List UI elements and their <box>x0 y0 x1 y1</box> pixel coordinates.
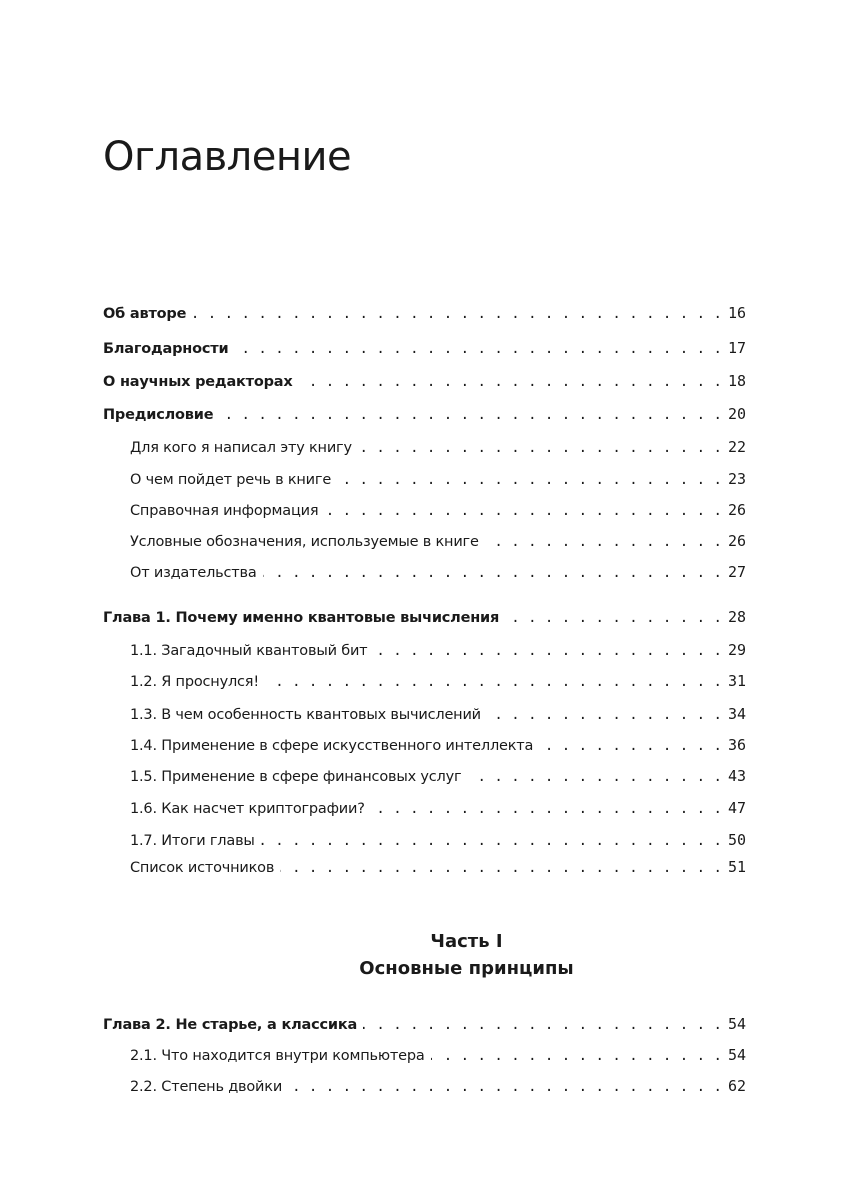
toc-entry-title: Предисловие <box>103 407 214 423</box>
toc-page-number: 16 <box>727 304 746 322</box>
dot-leader <box>337 469 722 491</box>
part-number: Часть I <box>430 931 503 952</box>
toc-page-number: 26 <box>727 501 746 519</box>
dot-leader <box>192 303 722 325</box>
dot-leader <box>219 404 722 426</box>
toc-subentry[interactable] <box>130 1044 746 1066</box>
toc-entry-title: Список источников <box>130 860 275 876</box>
toc-entry[interactable] <box>103 403 746 425</box>
toc-page-number: 31 <box>727 672 746 690</box>
toc-page-number: 50 <box>727 831 746 849</box>
toc-entry-title: О научных редакторах <box>103 374 293 390</box>
toc-subentry[interactable] <box>130 856 746 878</box>
dot-leader <box>373 640 722 662</box>
toc-page-number: 34 <box>727 705 746 723</box>
toc-entry[interactable] <box>103 337 746 359</box>
toc-entry-title: Справочная информация <box>130 503 319 519</box>
toc-page-number: 62 <box>727 1077 746 1095</box>
toc-entry-title: 1.6. Как насчет криптографии? <box>130 801 365 817</box>
toc-page-number: 26 <box>727 532 746 550</box>
toc-page-number: 20 <box>727 405 746 423</box>
dot-leader <box>363 1014 722 1036</box>
dot-leader <box>371 798 722 820</box>
dot-leader <box>539 735 722 757</box>
toc-entry-title: Глава 1. Почему именно квантовые вычисления <box>103 610 500 626</box>
toc-page-number: 47 <box>727 799 746 817</box>
dot-leader <box>467 766 722 788</box>
toc-entry-title: Глава 2. Не старье, а классика <box>103 1017 358 1033</box>
toc-subentry[interactable] <box>130 436 746 458</box>
toc-subentry[interactable] <box>130 703 746 725</box>
toc-subentry[interactable] <box>130 639 746 661</box>
toc-subentry[interactable] <box>130 561 746 583</box>
toc-entry[interactable] <box>103 302 746 324</box>
toc-subentry[interactable] <box>130 797 746 819</box>
toc-entry-title: 1.5. Применение в сфере финансовых услуг <box>130 769 462 785</box>
toc-entry-title: Об авторе <box>103 306 187 322</box>
toc-entry-title: 1.4. Применение в сфере искусственного интеллекта <box>130 738 534 754</box>
dot-leader <box>299 371 722 393</box>
toc-entry-title: 2.2. Степень двойки <box>130 1079 283 1095</box>
toc-page-number: 43 <box>727 767 746 785</box>
toc-entry-title: О чем пойдет речь в книге <box>130 472 332 488</box>
dot-leader <box>358 437 722 459</box>
toc-page-number: 23 <box>727 470 746 488</box>
toc-entry-title: 1.2. Я проснулся! <box>130 674 259 690</box>
toc-entry-title: Благодарности <box>103 341 229 357</box>
toc-subentry[interactable] <box>130 1075 746 1097</box>
toc-entry-title: Условные обозначения, используемые в книге <box>130 534 479 550</box>
dot-leader <box>324 500 722 522</box>
toc-entry-title: 2.1. Что находится внутри компьютера <box>130 1048 425 1064</box>
toc-subentry[interactable] <box>130 670 746 692</box>
dot-leader <box>288 1076 722 1098</box>
toc-entry[interactable] <box>103 606 746 628</box>
toc-page-number: 54 <box>727 1046 746 1064</box>
dot-leader <box>265 671 722 693</box>
toc-page-number: 18 <box>727 372 746 390</box>
dot-leader <box>234 338 722 360</box>
toc-subentry[interactable] <box>130 530 746 552</box>
dot-leader <box>487 704 722 726</box>
toc-page-number: 22 <box>727 438 746 456</box>
toc-subentry[interactable] <box>130 734 746 756</box>
toc-page-number: 27 <box>727 563 746 581</box>
dot-leader <box>263 562 722 584</box>
toc-entry[interactable] <box>103 370 746 392</box>
toc-page-number: 51 <box>727 858 746 876</box>
toc-entry-title: 1.3. В чем особенность квантовых вычислений <box>130 707 481 723</box>
toc-entry-title: 1.1. Загадочный квантовый бит <box>130 643 368 659</box>
toc-page-number: 36 <box>727 736 746 754</box>
page-title: Оглавление <box>103 134 352 180</box>
toc-page-number: 54 <box>727 1015 746 1033</box>
toc-page-number: 28 <box>727 608 746 626</box>
dot-leader <box>261 830 722 852</box>
toc-page-number: 17 <box>727 339 746 357</box>
toc-subentry[interactable] <box>130 765 746 787</box>
toc-subentry[interactable] <box>130 829 746 851</box>
toc-subentry[interactable] <box>130 499 746 521</box>
toc-entry-title: Для кого я написал эту книгу <box>130 440 352 456</box>
toc-entry-title: 1.7. Итоги главы <box>130 833 255 849</box>
dot-leader <box>485 531 722 553</box>
toc-entry-title: От издательства <box>130 565 257 581</box>
dot-leader <box>431 1045 722 1067</box>
toc-subentry[interactable] <box>130 468 746 490</box>
part-name: Основные принципы <box>359 958 574 979</box>
toc-entry[interactable] <box>103 1013 746 1035</box>
toc-page-number: 29 <box>727 641 746 659</box>
dot-leader <box>280 857 722 879</box>
dot-leader <box>505 607 722 629</box>
